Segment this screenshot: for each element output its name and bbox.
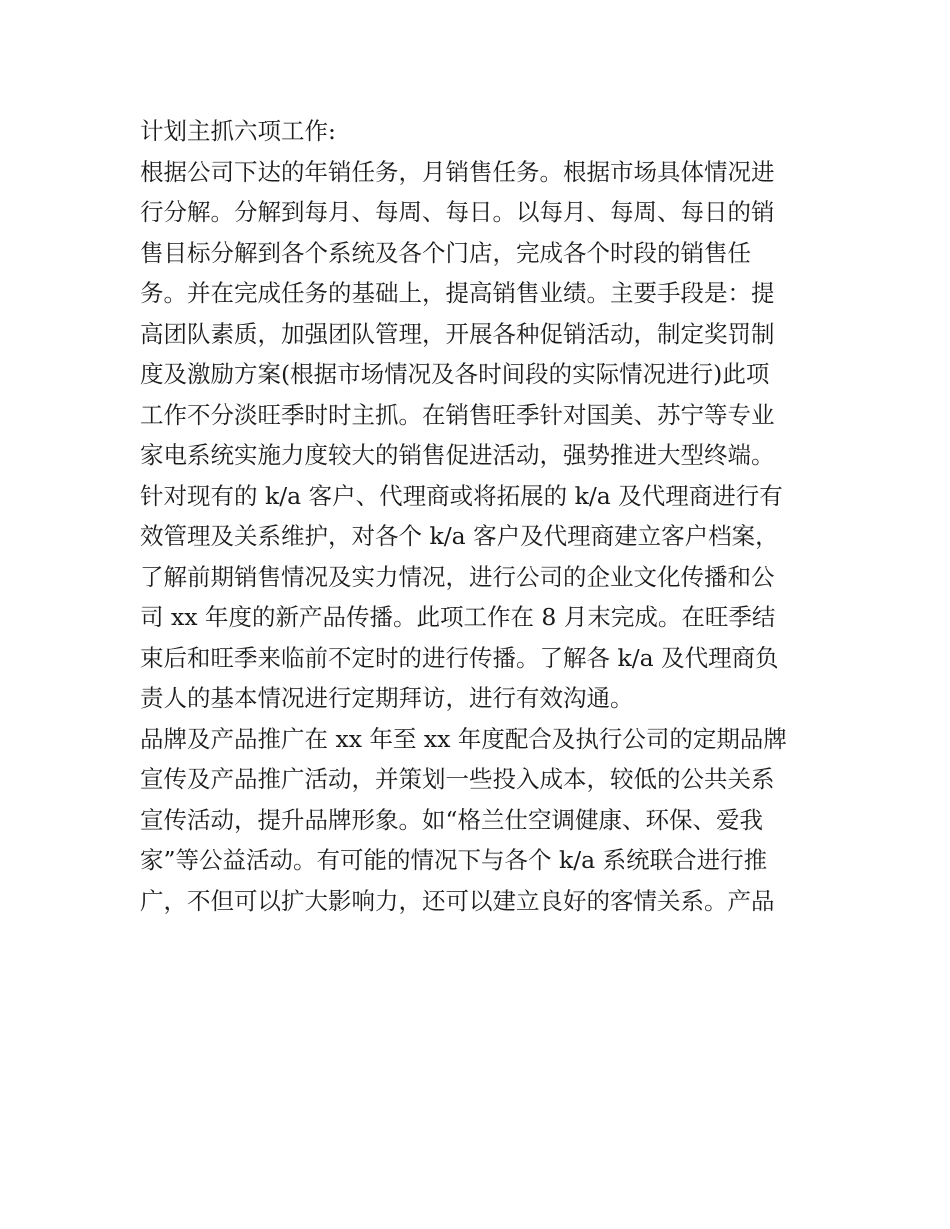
text-line: 了解前期销售情况及实力情况，进行公司的企业文化传播和公 [140, 562, 775, 591]
text-line: 宣传活动，提升品牌形象。如“格兰仕空调健康、环保、爱我 [140, 805, 764, 834]
text-line: 家”等公益活动。有可能的情况下与各个 k/a 系统联合进行推 [140, 846, 768, 874]
body-text [140, 111, 820, 921]
text-line: 效管理及关系维护，对各个 k/a 客户及代理商建立客户档案， [140, 522, 779, 550]
text-line: 束后和旺季来临前不定时的进行传播。了解各 k/a 及代理商负 [140, 643, 779, 672]
text-line: 度及激励方案(根据市场情况及各时间段的实际情况进行)此项 [140, 360, 770, 388]
text-line: 品牌及产品推广在 xx 年至 xx 年度配合及执行公司的定期品牌 [140, 724, 787, 753]
text-line: 高团队素质，加强团队管理，开展各种促销活动，制定奖罚制 [140, 319, 775, 348]
text-line: 责人的基本情况进行定期拜访，进行有效沟通。 [140, 684, 634, 712]
text-line: 计划主抓六项工作: [140, 117, 336, 145]
text-line: 广，不但可以扩大影响力，还可以建立良好的客情关系。产品 [140, 886, 775, 915]
text-line: 售目标分解到各个系统及各个门店，完成各个时段的销售任 [140, 238, 751, 267]
text-line: 针对现有的 k/a 客户、代理商或将拓展的 k/a 及代理商进行有 [140, 481, 783, 510]
text-line: 根据公司下达的年销任务，月销售任务。根据市场具体情况进 [140, 157, 775, 186]
text-line: 工作不分淡旺季时时主抓。在销售旺季针对国美、苏宁等专业 [140, 400, 775, 429]
text-line: 务。并在完成任务的基础上，提高销售业绩。主要手段是：提 [140, 279, 775, 307]
text-line: 家电系统实施力度较大的销售促进活动，强势推进大型终端。 [140, 441, 775, 469]
text-line: 司 xx 年度的新产品传播。此项工作在 8 月末完成。在旺季结 [140, 603, 776, 631]
text-line: 宣传及产品推广活动，并策划一些投入成本，较低的公共关系 [140, 765, 775, 793]
text-line: 行分解。分解到每月、每周、每日。以每月、每周、每日的销 [140, 198, 775, 226]
